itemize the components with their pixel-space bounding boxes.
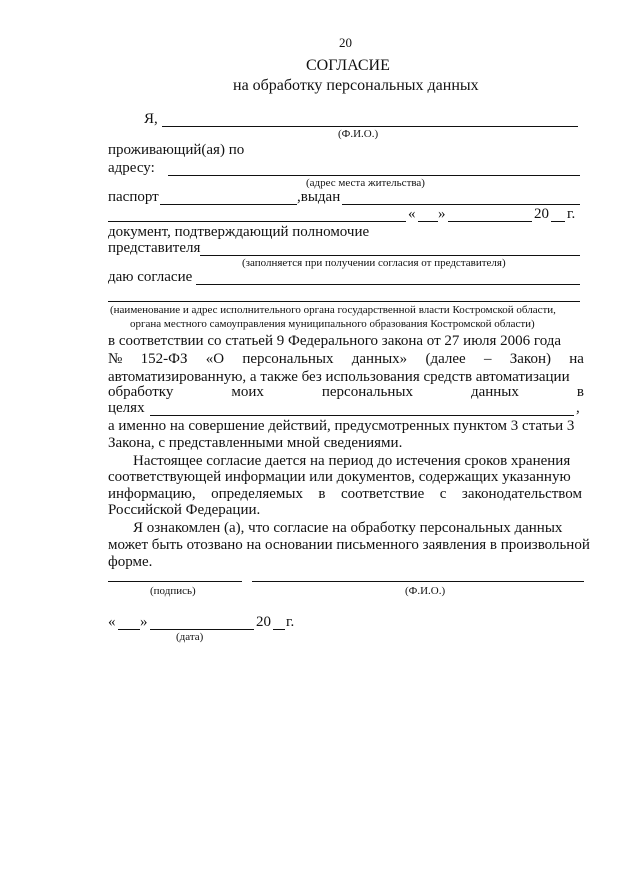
body-line-7: Закона, с представленными мной сведениями.	[108, 435, 403, 451]
p3-line-3: форме.	[108, 554, 153, 570]
purpose-line[interactable]	[150, 415, 574, 416]
body-line-3: автоматизированную, а также без использования средств автоматизации	[108, 369, 570, 385]
organization-line[interactable]	[108, 301, 580, 302]
issued-label: ,выдан	[297, 189, 341, 205]
body-line-2: № 152-ФЗ «О персональных данных» (далее – Закон) на	[108, 351, 584, 367]
signature-caption: (подпись)	[150, 585, 196, 597]
p2-line-2: соответствующей информации или документов, содержащих указанную	[108, 469, 571, 485]
p2-line-3: информацию, определяемых в соответствие с законодательством	[108, 486, 582, 502]
organization-caption-2: органа местного самоуправления муниципального образования Костромской области)	[130, 318, 535, 330]
signature-fio-line[interactable]	[252, 581, 584, 582]
purpose-comma: ,	[576, 400, 580, 416]
p3-line-1: Я ознакомлен (а), что согласие на обработку персональных данных	[133, 520, 563, 536]
body-line-4: обработку моих персональных данных в	[108, 384, 584, 400]
representative-line[interactable]	[200, 255, 580, 256]
representative-caption: (заполняется при получении согласия от представителя)	[242, 257, 506, 269]
representative-label: представителя	[108, 240, 201, 256]
document-subtitle: на обработку персональных данных	[233, 77, 479, 94]
passport-line[interactable]	[160, 204, 297, 205]
date-year-suffix: г.	[567, 206, 576, 222]
consent-line[interactable]	[196, 284, 580, 285]
signature-line[interactable]	[108, 581, 242, 582]
date-year-line[interactable]	[551, 221, 565, 222]
signature-fio-caption: (Ф.И.О.)	[405, 585, 446, 597]
p2-line-4: Российской Федерации.	[108, 502, 261, 518]
sign-date-year-suffix: г.	[286, 614, 295, 630]
date-open-quote: «	[408, 206, 416, 222]
issuer-line[interactable]	[108, 221, 406, 222]
address-label: адресу:	[108, 160, 155, 176]
passport-label: паспорт	[108, 189, 159, 205]
sign-date-year-prefix: 20	[256, 614, 271, 630]
p3-line-2: может быть отозвано на основании письменного заявления в произвольной	[108, 537, 590, 553]
sign-date-close: »	[140, 614, 148, 630]
fio-line[interactable]	[162, 126, 578, 127]
organization-caption-1: (наименование и адрес исполнительного органа государственной власти Костромской области,	[110, 304, 556, 316]
page-number: 20	[339, 35, 352, 50]
purpose-label: целях	[108, 400, 145, 416]
date-month-line[interactable]	[448, 221, 532, 222]
consent-label: даю согласие	[108, 269, 193, 285]
sign-date-open: «	[108, 614, 116, 630]
sign-date-year-line[interactable]	[273, 629, 285, 630]
address-line[interactable]	[168, 175, 580, 176]
ya-label: Я,	[144, 111, 158, 127]
date-day-line[interactable]	[418, 221, 438, 222]
document-label: документ, подтверждающий полномочие	[108, 224, 370, 240]
address-caption: (адрес места жительства)	[306, 177, 425, 189]
body-line-1: в соответствии со статьей 9 Федерального закона от 27 июля 2006 года	[108, 333, 562, 349]
sign-date-day-line[interactable]	[118, 629, 140, 630]
residing-label: проживающий(ая) по	[108, 142, 245, 158]
sign-date-month-line[interactable]	[150, 629, 254, 630]
fio-caption: (Ф.И.О.)	[338, 128, 379, 140]
document-title: СОГЛАСИЕ	[306, 57, 390, 74]
issued-line[interactable]	[342, 204, 580, 205]
sign-date-caption: (дата)	[176, 631, 204, 643]
date-year-prefix: 20	[534, 206, 549, 222]
date-close-quote: »	[438, 206, 446, 222]
p2-line-1: Настоящее согласие дается на период до истечения сроков хранения	[133, 453, 571, 469]
body-line-6: а именно на совершение действий, предусмотренных пунктом 3 статьи 3	[108, 418, 575, 434]
